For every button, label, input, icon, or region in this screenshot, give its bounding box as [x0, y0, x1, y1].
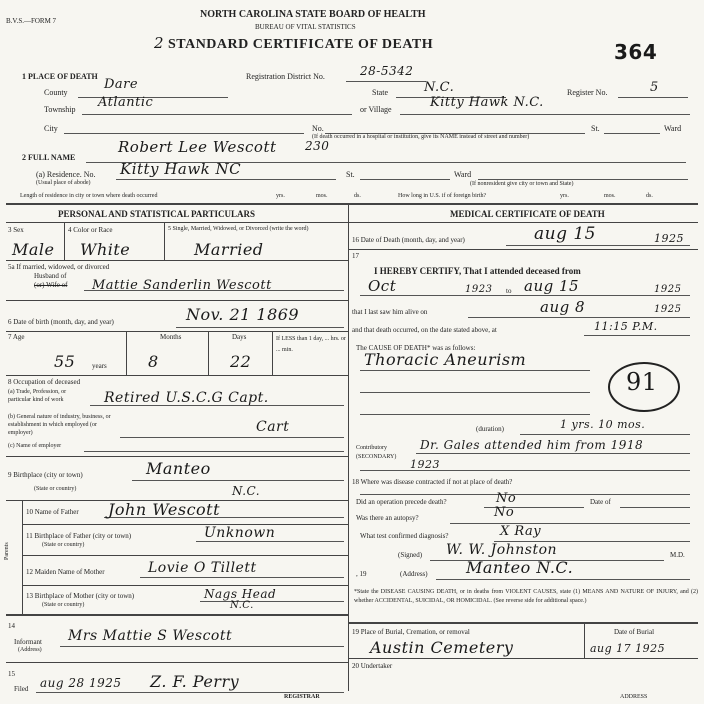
duration-value: 1 yrs. 10 mos.: [560, 418, 646, 431]
medical-section-title: MEDICAL CERTIFICATE OF DEATH: [450, 209, 605, 219]
residence-ward-label: Ward: [454, 170, 472, 179]
residence-label: (a) Residence. No.: [36, 170, 96, 179]
dod-value: aug 15: [534, 224, 597, 244]
signed-value: W. W. Johnston: [446, 542, 558, 558]
hospital-note: (If death occurred in a hospital or institution, give its NAME instead of street and number): [312, 134, 530, 140]
cause-note: *State the DISEASE CAUSING DEATH, or in deaths from VIOLENT CAUSES, state (1) MEANS AND NATURE OF INJURY, and (2) whether ACCIDENTAL, SUICIDAL, OR HOMICIDAL. (See reverse side for additional space.): [354, 589, 698, 604]
year-prefix: , 19: [356, 570, 367, 578]
reg-district-value: 28-5342: [360, 64, 414, 78]
informant-label: Informant: [14, 638, 42, 646]
father-bp-value: Unknown: [204, 525, 276, 541]
operation-value: No: [496, 491, 517, 506]
mother-bp-value: Nags Head: [204, 587, 277, 601]
us-ds: ds.: [646, 193, 653, 199]
ward-label: Ward: [664, 124, 682, 133]
informant-address-label: (Address): [18, 647, 42, 653]
age-months-value: 8: [148, 352, 159, 371]
residence-value: Kitty Hawk NC: [120, 160, 242, 178]
burial-date-label: Date of Burial: [614, 628, 655, 636]
employer-label: (c) Name of employer: [8, 443, 62, 449]
age-days-value: 22: [230, 352, 252, 371]
father-bp-state-label: (State or country): [42, 542, 85, 548]
where-label: 18 Where was disease contracted if not at place of death?: [352, 478, 513, 486]
residence-st-label: St.: [346, 170, 355, 179]
operation-label: Did an operation precede death?: [356, 498, 447, 506]
city-label: City: [44, 124, 58, 133]
birthplace-state-value: N.C.: [232, 484, 261, 498]
undertaker-address-label: ADDRESS: [620, 694, 648, 700]
burial-value: Austin Cemetery: [370, 638, 514, 657]
test-value: X Ray: [500, 524, 542, 539]
death-time-value: 11:15 P.M.: [594, 320, 658, 333]
lessthan-label: If LESS than 1 day, ... hrs. or ... min.: [276, 336, 346, 353]
state-value: N.C.: [424, 80, 455, 95]
color-label: 4 Color or Race: [68, 226, 113, 234]
no-label: No.: [312, 124, 324, 133]
burial-label: 19 Place of Burial, Cremation, or removal: [352, 628, 470, 636]
filed-num: 15: [8, 670, 15, 678]
father-bp-label: 11 Birthplace of Father (city or town): [26, 532, 132, 540]
township-label: Township: [44, 105, 76, 114]
county-label: County: [44, 88, 68, 97]
dob-value: Nov. 21 1869: [186, 305, 300, 324]
nonresident-note: (If nonresident give city or town and State): [470, 181, 574, 187]
village-label: or Village: [360, 105, 392, 114]
mother-value: Lovie O Tillett: [148, 560, 257, 576]
contributory-value: Dr. Gales attended him from 1918: [420, 438, 644, 452]
autopsy-value: No: [494, 505, 515, 520]
dod-label: 16 Date of Death (month, day, and year): [352, 236, 465, 244]
death-time-label: and that death occurred, on the date stated above, at: [352, 326, 497, 334]
birthplace-value: Manteo: [146, 459, 211, 478]
mother-label: 12 Maiden Name of Mother: [26, 568, 105, 576]
full-name-label: 2 FULL NAME: [22, 153, 76, 162]
township-value: Atlantic: [98, 95, 154, 110]
last-saw-value: aug 8: [540, 298, 586, 316]
dob-label: 6 Date of birth (month, day, and year): [8, 318, 114, 326]
from-year: 1923: [465, 284, 493, 295]
mother-bp-label: 13 Birthplace of Mother (city or town): [26, 592, 135, 600]
burial-date-value: aug 17 1925: [590, 642, 666, 655]
num-17: 17: [352, 252, 359, 260]
birthplace-label: 9 Birthplace (city or town): [8, 471, 83, 479]
informant-value: Mrs Mattie S Wescott: [68, 628, 233, 644]
st-label: St.: [591, 124, 600, 133]
to-date: aug 15: [524, 277, 580, 295]
date-of-label: Date of: [590, 498, 611, 506]
to-label: to: [506, 287, 512, 295]
occupation-a-label: (a) Trade, Profession, or particular kind of work: [8, 389, 67, 403]
months-label: Months: [160, 333, 182, 341]
informant-num: 14: [8, 622, 15, 630]
full-name-value: Robert Lee Wescott: [118, 138, 277, 156]
personal-section-title: PERSONAL AND STATISTICAL PARTICULARS: [58, 209, 255, 219]
last-saw-year: 1925: [654, 304, 682, 315]
address-label: (Address): [400, 570, 428, 578]
mother-bp-state-label: (State or country): [42, 602, 85, 608]
filed-date: aug 28 1925: [40, 676, 122, 690]
occupation-label: 8 Occupation of deceased: [8, 378, 81, 386]
parents-side-label: Parents: [4, 542, 10, 560]
sex-value: Male: [12, 240, 55, 259]
us-yrs: yrs.: [560, 193, 569, 199]
years-label: years: [92, 362, 107, 370]
industry-value: Cart: [256, 419, 290, 435]
certificate-title: STANDARD CERTIFICATE OF DEATH: [168, 37, 434, 52]
certify-text: I HEREBY CERTIFY, That I attended deceased from: [374, 266, 581, 276]
age-label: 7 Age: [8, 333, 25, 341]
birthplace-state-label: (State or country): [34, 486, 77, 492]
signed-label: (Signed): [398, 551, 423, 559]
us-label: How long in U.S. if of foreign birth?: [398, 193, 487, 199]
county-value: Dare: [104, 77, 139, 92]
us-mos: mos.: [604, 193, 616, 199]
sex-label: 3 Sex: [8, 226, 24, 234]
form-number: B.V.S.—FORM 7: [6, 17, 57, 25]
state-label: State: [372, 88, 388, 97]
village-value: Kitty Hawk N.C.: [430, 95, 544, 110]
marital-value: Married: [194, 240, 264, 259]
cause-label: The CAUSE OF DEATH* was as follows:: [356, 344, 476, 352]
length-ds: ds.: [354, 193, 361, 199]
duration-label: (duration): [476, 425, 504, 433]
test-label: What test confirmed diagnosis?: [360, 532, 449, 540]
occupation-b-label: (b) General nature of industry, business, or establishment in which employed (or employer): [8, 414, 111, 436]
handwritten-prefix: 2: [154, 34, 165, 52]
cause-value: Thoracic Aneurism: [364, 350, 527, 369]
length-residence-label: Length of residence in city or town where death occurred: [20, 193, 158, 199]
spouse-label-1: 5a If married, widowed, or divorced: [8, 263, 110, 271]
father-value: John Wescott: [108, 500, 221, 519]
register-label: Register No.: [567, 88, 608, 97]
age-years-value: 55: [54, 352, 76, 371]
marital-label: 5 Single, Married, Widowed, or Divorced (write the word): [168, 226, 309, 232]
register-value: 5: [650, 80, 659, 95]
place-of-death-label: 1 PLACE OF DEATH: [22, 72, 98, 81]
circled-number: 91: [626, 368, 658, 396]
autopsy-label: Was there an autopsy?: [356, 514, 419, 522]
undertaker-label: 20 Undertaker: [352, 662, 393, 670]
filed-label: Filed: [14, 685, 29, 693]
spouse-label-2: Husband of: [34, 272, 67, 280]
contributory-date: 1923: [410, 458, 440, 471]
full-name-extra: 230: [305, 139, 330, 153]
bureau-title: BUREAU OF VITAL STATISTICS: [255, 23, 356, 31]
color-value: White: [80, 240, 131, 259]
contributory-label: Contributory (SECONDARY): [356, 445, 397, 460]
filed-by: Z. F. Perry: [150, 672, 240, 691]
days-label: Days: [232, 333, 247, 341]
corner-number: 364: [614, 40, 658, 64]
address-value: Manteo N.C.: [466, 558, 574, 577]
father-label: 10 Name of Father: [26, 508, 79, 516]
spouse-value: Mattie Sanderlin Wescott: [92, 278, 272, 293]
dod-year: 1925: [654, 232, 684, 245]
mother-bp-state-value: N.C.: [230, 600, 254, 611]
md-label: M.D.: [670, 551, 685, 559]
last-saw-label: that I last saw him alive on: [352, 308, 428, 316]
reg-district-label: Registration District No.: [246, 72, 325, 81]
occupation-value: Retired U.S.C.G Capt.: [104, 390, 269, 406]
length-mos: mos.: [316, 193, 328, 199]
board-title: NORTH CAROLINA STATE BOARD OF HEALTH: [200, 9, 426, 20]
from-date: Oct: [368, 277, 397, 295]
spouse-label-3: (or) Wife of: [34, 281, 68, 289]
length-yrs: yrs.: [276, 193, 285, 199]
registrar-label: REGISTRAR: [284, 694, 320, 700]
residence-sub: (Usual place of abode): [36, 180, 91, 186]
to-year: 1925: [654, 284, 682, 295]
